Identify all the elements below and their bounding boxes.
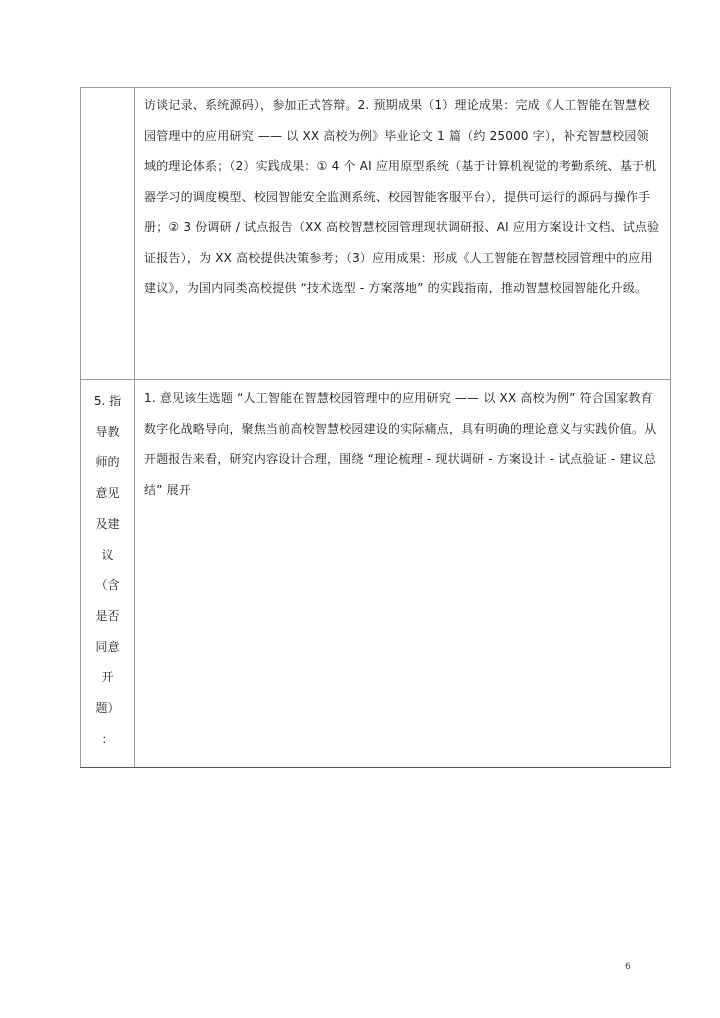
label-line: 题） (95, 701, 120, 716)
label-line: 同意 (95, 639, 120, 654)
advisor-opinion-label-cell (81, 380, 135, 768)
advisor-opinion-label (81, 380, 134, 754)
table-row-expected-results (81, 88, 671, 380)
label-line: 及建 (95, 516, 120, 531)
advisor-opinion-text: 1. 意见该生选题 “人工智能在智慧校园管理中的应用研究 —— 以 XX 高校为例” 符合国家教育数字化战略导向，聚焦当前高校智慧校园建设的实际痛点，具有明确的理论意义与实践价值。从开题报告来看，研究内容设计合理，围绕 “理论梳理 - 现状调研 - 方案设计 - 试点验证 - 建议总结” 展开 (144, 391, 657, 497)
label-line: 是否 (95, 608, 120, 623)
label-line: 5. 指 (93, 394, 122, 408)
label-line: 导教 (95, 424, 120, 439)
row-content-cell (135, 88, 671, 380)
label-line: 意见 (95, 486, 120, 501)
expected-results-text: 访谈记录、系统源码），参加正式答辩。2. 预期成果（1）理论成果：完成《人工智能在智慧校园管理中的应用研究 —— 以 XX 高校为例》毕业论文 1 篇（约 25000 字），补充智慧校园领域的理论体系；（2）实践成果：① 4 个 AI 应用原型系统（基于计算机视觉的考勤系统、基于机器学习的调度模型、校园智能安全监测系统、校园智能客服平台），提供可运行的源码与操作手册；② 3 份调研 / 试点报告（XX 高校智慧校园管理现状调研报、AI 应用方案设计文档、试点验证报告），为 XX 高校提供决策参考；（3）应用成果：形成《人工智能在智慧校园管理中的应用建议》，为国内同类高校提供 “技术选型 - 方案落地” 的实践指南，推动智慧校园智能化升级。 (144, 98, 660, 295)
table-row-advisor-opinion (81, 380, 671, 768)
label-line: 师的 (95, 455, 120, 470)
label-line: ： (101, 731, 114, 746)
page-number: 6 (625, 962, 631, 972)
row-label-cell-empty (81, 88, 135, 380)
label-line: （含 (95, 578, 120, 593)
label-line: 开 (101, 670, 114, 685)
opening-report-table (80, 87, 671, 768)
label-line: 议 (101, 547, 114, 562)
advisor-opinion-content-cell (135, 380, 671, 768)
